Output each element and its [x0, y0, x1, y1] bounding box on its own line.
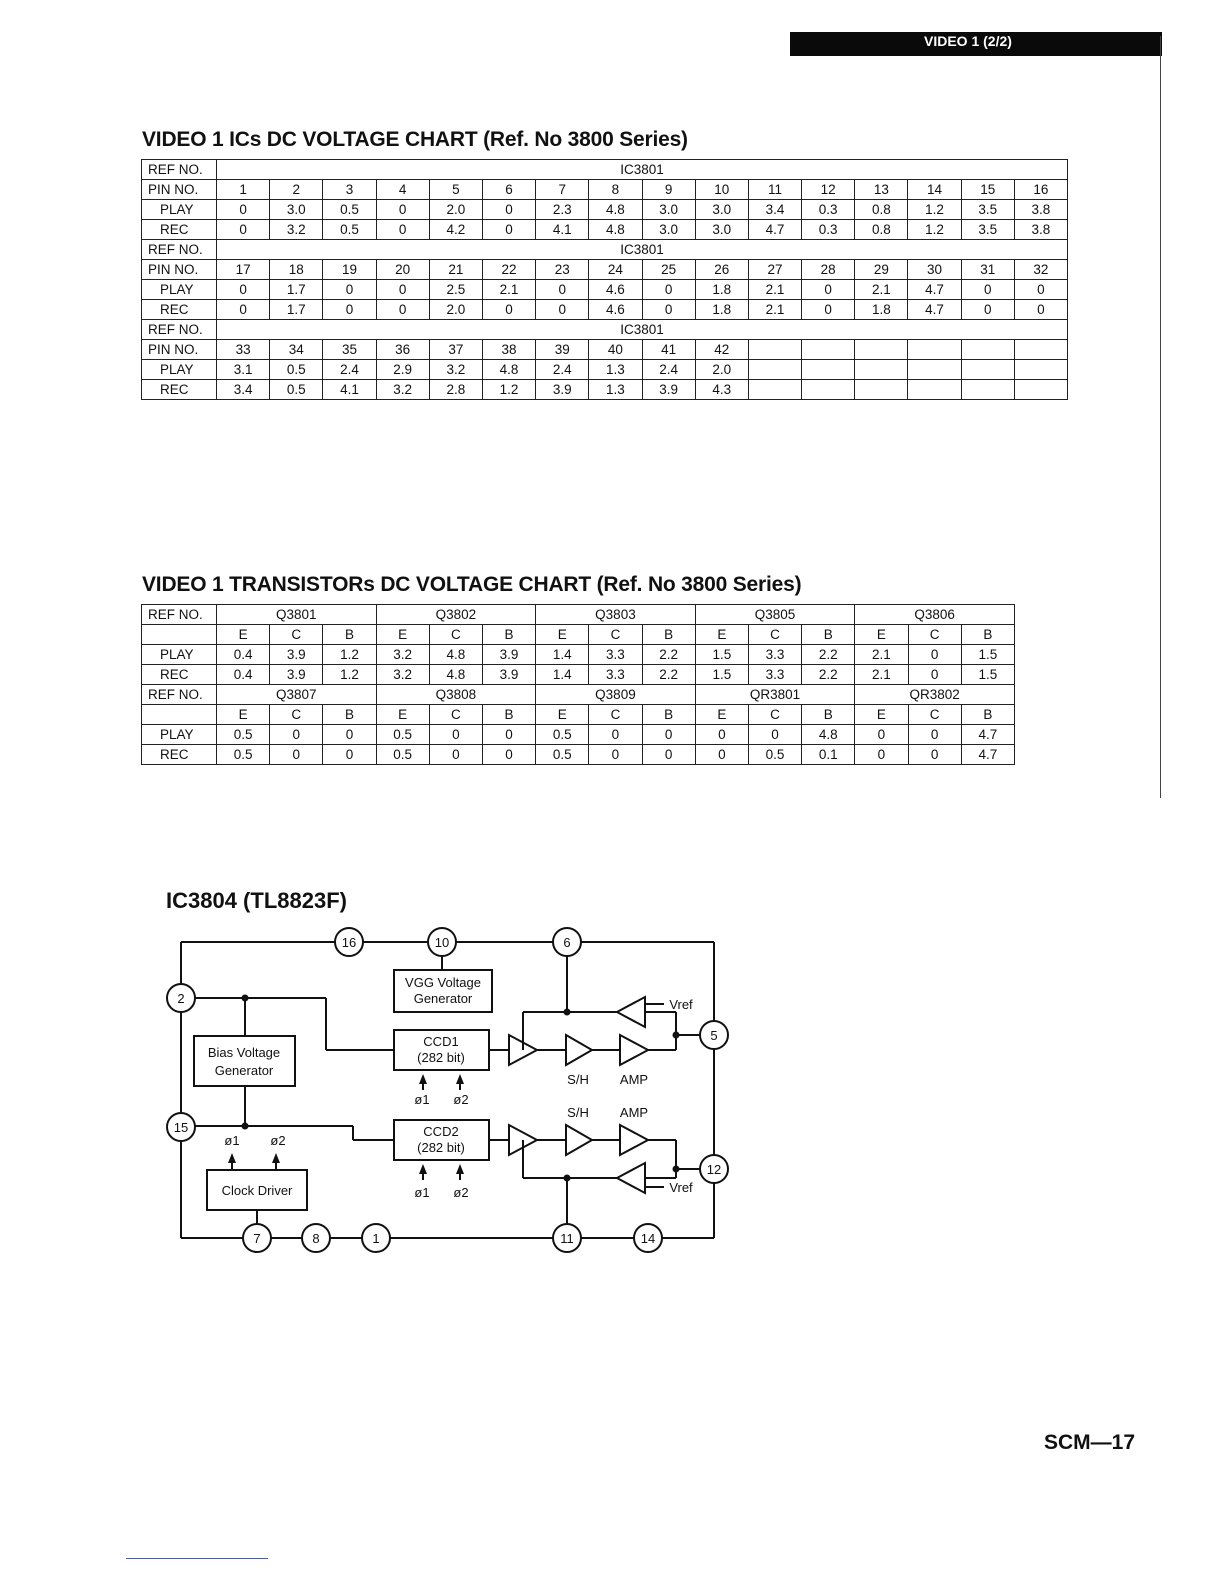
- value-cell: 5: [429, 180, 482, 200]
- row-label: PLAY: [142, 280, 217, 300]
- value-cell: 4.8: [429, 665, 482, 685]
- value-cell: 0.3: [802, 200, 855, 220]
- ecb-cell: B: [802, 705, 855, 725]
- ccd2-phi2-label: ø2: [453, 1185, 469, 1200]
- value-cell: 1.2: [323, 645, 376, 665]
- value-cell: 3.0: [695, 200, 748, 220]
- ecb-cell: C: [270, 705, 323, 725]
- value-cell: 0: [695, 745, 748, 765]
- value-cell: 1.5: [695, 665, 748, 685]
- ic-ref-cell: IC3801: [217, 240, 1068, 260]
- value-cell: 1.8: [855, 300, 908, 320]
- row-label: REC: [142, 745, 217, 765]
- clock-driver-label: Clock Driver: [221, 1183, 293, 1198]
- value-cell: 4.2: [429, 220, 482, 240]
- value-cell: 3.3: [748, 665, 801, 685]
- value-cell: 1.8: [695, 300, 748, 320]
- bottom-rule: [126, 1558, 268, 1559]
- value-cell: 1.5: [961, 665, 1014, 685]
- value-cell: 0: [961, 300, 1014, 320]
- value-cell: 2.2: [802, 645, 855, 665]
- value-cell: 13: [855, 180, 908, 200]
- value-cell: 0: [217, 280, 270, 300]
- pin-5-label: 5: [710, 1028, 718, 1043]
- value-cell: 4.1: [536, 220, 589, 240]
- row-label: REC: [142, 300, 217, 320]
- ccd1-sh-triangle: [566, 1035, 592, 1065]
- value-cell: 3.8: [1014, 220, 1067, 240]
- value-cell: 0: [642, 745, 695, 765]
- ch1-amp-label: AMP: [619, 1072, 649, 1087]
- value-cell: 3.9: [482, 645, 535, 665]
- value-cell: 3.4: [748, 200, 801, 220]
- ecb-cell: C: [589, 705, 642, 725]
- value-cell: 0: [536, 300, 589, 320]
- value-cell: 2.1: [482, 280, 535, 300]
- ref-no-label: REF NO.: [142, 685, 217, 705]
- ecb-cell: B: [323, 625, 376, 645]
- row-label: PIN NO.: [142, 260, 217, 280]
- block-diagram-title: IC3804 (TL8823F): [166, 888, 347, 913]
- value-cell: 3.2: [376, 645, 429, 665]
- value-cell: 1.2: [908, 200, 961, 220]
- value-cell: 30: [908, 260, 961, 280]
- value-cell: 26: [695, 260, 748, 280]
- value-cell: 1.5: [695, 645, 748, 665]
- value-cell: 0.5: [217, 745, 270, 765]
- value-cell: 18: [270, 260, 323, 280]
- value-cell: 3.5: [961, 200, 1014, 220]
- value-cell: 3: [323, 180, 376, 200]
- value-cell: 0: [908, 745, 961, 765]
- ic-ref-cell: IC3801: [217, 320, 1068, 340]
- transistor-ref-cell: Q3807: [217, 685, 377, 705]
- page-number: SCM—17: [1044, 1431, 1136, 1454]
- value-cell: 0.5: [270, 380, 323, 400]
- value-cell: 2.2: [642, 665, 695, 685]
- ecb-cell: C: [748, 705, 801, 725]
- value-cell: 0.4: [217, 645, 270, 665]
- value-cell: 0: [376, 200, 429, 220]
- ccd1-amp-triangle: [620, 1035, 648, 1065]
- bias-label-2: Generator: [214, 1063, 274, 1078]
- value-cell: 37: [429, 340, 482, 360]
- value-cell: 0: [589, 745, 642, 765]
- value-cell: 0: [217, 220, 270, 240]
- value-cell: 4.1: [323, 380, 376, 400]
- value-cell: 3.0: [642, 220, 695, 240]
- value-cell: 4.8: [429, 645, 482, 665]
- pin-10-label: 10: [434, 935, 450, 950]
- value-cell: 0.4: [217, 665, 270, 685]
- ch2-amp-label: AMP: [619, 1105, 649, 1120]
- row-label: PIN NO.: [142, 180, 217, 200]
- value-cell: 0: [536, 280, 589, 300]
- value-cell: 1.4: [536, 645, 589, 665]
- ecb-cell: E: [217, 705, 270, 725]
- pin-7-label: 7: [253, 1231, 261, 1246]
- value-cell: 0: [323, 745, 376, 765]
- row-label: PLAY: [142, 360, 217, 380]
- value-cell: 4.7: [748, 220, 801, 240]
- value-cell: 4.6: [589, 280, 642, 300]
- value-cell: 21: [429, 260, 482, 280]
- value-cell: 3.9: [642, 380, 695, 400]
- value-cell: 9: [642, 180, 695, 200]
- value-cell: 3.5: [961, 220, 1014, 240]
- transistor-ref-cell: Q3802: [376, 605, 536, 625]
- pin-2-label: 2: [177, 991, 185, 1006]
- vref2-triangle: [617, 1163, 645, 1193]
- value-cell: 2.1: [855, 645, 908, 665]
- ccd1-label-2: (282 bit): [417, 1050, 465, 1065]
- pin-16-label: 16: [341, 935, 357, 950]
- ch1-sh-label: S/H: [567, 1072, 589, 1087]
- value-cell: 4.6: [589, 300, 642, 320]
- value-cell: 0: [376, 300, 429, 320]
- value-cell: 0: [855, 725, 908, 745]
- row-label: PIN NO.: [142, 340, 217, 360]
- value-cell: 4.7: [908, 280, 961, 300]
- ecb-cell: B: [961, 705, 1014, 725]
- pin-15-label: 15: [173, 1120, 189, 1135]
- value-cell: 2.4: [323, 360, 376, 380]
- ref-no-label: REF NO.: [142, 605, 217, 625]
- value-cell: 0: [802, 280, 855, 300]
- pin-12-label: 12: [706, 1162, 722, 1177]
- value-cell: 3.0: [270, 200, 323, 220]
- value-cell: 11: [748, 180, 801, 200]
- value-cell: 25: [642, 260, 695, 280]
- value-cell: 3.2: [429, 360, 482, 380]
- value-cell: 7: [536, 180, 589, 200]
- value-cell: 3.2: [376, 380, 429, 400]
- value-cell: 0: [217, 200, 270, 220]
- value-cell: 0: [323, 725, 376, 745]
- value-cell: 0: [482, 725, 535, 745]
- value-cell: 0.5: [217, 725, 270, 745]
- transistor-ref-cell: Q3801: [217, 605, 377, 625]
- value-cell: 3.3: [589, 665, 642, 685]
- ecb-cell: B: [482, 625, 535, 645]
- value-cell: 39: [536, 340, 589, 360]
- ccd1-phi1-label: ø1: [414, 1092, 430, 1107]
- value-cell: 36: [376, 340, 429, 360]
- transistor-ref-cell: Q3809: [536, 685, 696, 705]
- value-cell: 3.9: [270, 645, 323, 665]
- ecb-cell: C: [429, 625, 482, 645]
- value-cell: 2.2: [802, 665, 855, 685]
- ecb-cell: E: [536, 625, 589, 645]
- ch2-sh-label: S/H: [567, 1105, 589, 1120]
- value-cell: 1.2: [908, 220, 961, 240]
- ccd1-phi2-label: ø2: [453, 1092, 469, 1107]
- ecb-cell: B: [802, 625, 855, 645]
- value-cell: 1.4: [536, 665, 589, 685]
- ref-no-label: REF NO.: [142, 240, 217, 260]
- value-cell: 0.5: [270, 360, 323, 380]
- ecb-cell: E: [855, 625, 908, 645]
- value-cell: 0: [376, 280, 429, 300]
- value-cell: 0: [695, 725, 748, 745]
- value-cell: 4.8: [589, 220, 642, 240]
- value-cell: 14: [908, 180, 961, 200]
- transistor-ref-cell: Q3805: [695, 605, 855, 625]
- value-cell: 0: [642, 300, 695, 320]
- clock-phi2-label: ø2: [270, 1133, 286, 1148]
- value-cell: 35: [323, 340, 376, 360]
- value-cell: 17: [217, 260, 270, 280]
- value-cell: 4.7: [961, 745, 1014, 765]
- value-cell: 2.0: [695, 360, 748, 380]
- value-cell: 2.0: [429, 300, 482, 320]
- bias-generator-block: [194, 1036, 295, 1086]
- vgg-label-1: VGG Voltage: [405, 975, 481, 990]
- row-label: PLAY: [142, 200, 217, 220]
- ccd2-label-1: CCD2: [423, 1124, 459, 1139]
- ecb-cell: B: [323, 705, 376, 725]
- row-label: REC: [142, 380, 217, 400]
- value-cell: 0: [855, 745, 908, 765]
- value-cell: 0: [429, 725, 482, 745]
- value-cell: 2.4: [536, 360, 589, 380]
- ccd1-label-1: CCD1: [423, 1034, 459, 1049]
- value-cell: 2.0: [429, 200, 482, 220]
- value-cell: 2.1: [855, 665, 908, 685]
- value-cell: 15: [961, 180, 1014, 200]
- value-cell: 0.8: [855, 220, 908, 240]
- value-cell: 20: [376, 260, 429, 280]
- value-cell: 0: [908, 665, 961, 685]
- pin-1-label: 1: [372, 1231, 380, 1246]
- value-cell: 4.7: [908, 300, 961, 320]
- value-cell: 4.7: [961, 725, 1014, 745]
- value-cell: 22: [482, 260, 535, 280]
- transistor-ref-cell: QR3801: [695, 685, 855, 705]
- value-cell: 0: [1014, 300, 1067, 320]
- value-cell: 3.2: [376, 665, 429, 685]
- transistor-ref-cell: Q3808: [376, 685, 536, 705]
- value-cell: 4.3: [695, 380, 748, 400]
- value-cell: 0: [482, 220, 535, 240]
- value-cell: 3.3: [748, 645, 801, 665]
- ecb-cell: C: [748, 625, 801, 645]
- bias-label-1: Bias Voltage: [207, 1045, 281, 1060]
- row-label: PLAY: [142, 725, 217, 745]
- value-cell: 19: [323, 260, 376, 280]
- value-cell: 0: [482, 200, 535, 220]
- value-cell: 12: [802, 180, 855, 200]
- pin-6-label: 6: [563, 935, 571, 950]
- value-cell: 3.3: [589, 645, 642, 665]
- ccd2-phi1-label: ø1: [414, 1185, 430, 1200]
- value-cell: 2: [270, 180, 323, 200]
- ecb-cell: E: [695, 625, 748, 645]
- value-cell: 29: [855, 260, 908, 280]
- value-cell: 0: [376, 220, 429, 240]
- value-cell: 3.4: [217, 380, 270, 400]
- value-cell: 2.9: [376, 360, 429, 380]
- value-cell: 4.8: [589, 200, 642, 220]
- value-cell: 0: [323, 280, 376, 300]
- value-cell: 1.2: [323, 665, 376, 685]
- ecb-cell: C: [908, 705, 961, 725]
- value-cell: 1.3: [589, 360, 642, 380]
- value-cell: 0.1: [802, 745, 855, 765]
- row-label: REC: [142, 220, 217, 240]
- value-cell: 1.3: [589, 380, 642, 400]
- value-cell: 28: [802, 260, 855, 280]
- value-cell: 24: [589, 260, 642, 280]
- value-cell: 38: [482, 340, 535, 360]
- value-cell: 0: [429, 745, 482, 765]
- value-cell: 10: [695, 180, 748, 200]
- value-cell: 0: [482, 300, 535, 320]
- ecb-cell: B: [642, 625, 695, 645]
- value-cell: 0: [802, 300, 855, 320]
- value-cell: 2.1: [748, 300, 801, 320]
- value-cell: 0.8: [855, 200, 908, 220]
- value-cell: 0: [908, 645, 961, 665]
- value-cell: 4: [376, 180, 429, 200]
- value-cell: 1.7: [270, 300, 323, 320]
- value-cell: 2.3: [536, 200, 589, 220]
- ecb-cell: C: [429, 705, 482, 725]
- value-cell: 0: [482, 745, 535, 765]
- ecb-cell: E: [376, 625, 429, 645]
- value-cell: 3.0: [642, 200, 695, 220]
- value-cell: 0: [323, 300, 376, 320]
- ecb-cell: E: [536, 705, 589, 725]
- value-cell: 3.1: [217, 360, 270, 380]
- value-cell: 1.5: [961, 645, 1014, 665]
- ecb-cell: C: [908, 625, 961, 645]
- value-cell: 2.2: [642, 645, 695, 665]
- value-cell: 0: [642, 725, 695, 745]
- ecb-cell: E: [376, 705, 429, 725]
- vref2-label: Vref: [669, 1180, 693, 1195]
- section-header-text: VIDEO 1 (2/2): [924, 33, 1012, 49]
- value-cell: 0: [642, 280, 695, 300]
- value-cell: 42: [695, 340, 748, 360]
- value-cell: 1: [217, 180, 270, 200]
- vref1-label: Vref: [669, 997, 693, 1012]
- value-cell: 31: [961, 260, 1014, 280]
- value-cell: 0.3: [802, 220, 855, 240]
- ecb-cell: B: [482, 705, 535, 725]
- ecb-cell: B: [642, 705, 695, 725]
- value-cell: 0.5: [376, 745, 429, 765]
- value-cell: 2.5: [429, 280, 482, 300]
- value-cell: 3.8: [1014, 200, 1067, 220]
- value-cell: 6: [482, 180, 535, 200]
- value-cell: 34: [270, 340, 323, 360]
- value-cell: 3.9: [536, 380, 589, 400]
- value-cell: 0: [748, 725, 801, 745]
- value-cell: 0: [270, 745, 323, 765]
- pin-14-label: 14: [640, 1231, 656, 1246]
- clock-phi1-label: ø1: [224, 1133, 240, 1148]
- value-cell: 1.7: [270, 280, 323, 300]
- value-cell: 2.8: [429, 380, 482, 400]
- ecb-cell: E: [217, 625, 270, 645]
- vgg-label-2: Generator: [413, 991, 473, 1006]
- value-cell: 33: [217, 340, 270, 360]
- transistor-ref-cell: Q3806: [855, 605, 1015, 625]
- value-cell: 2.1: [855, 280, 908, 300]
- transistor-ref-cell: Q3803: [536, 605, 696, 625]
- value-cell: 16: [1014, 180, 1067, 200]
- value-cell: 4.8: [482, 360, 535, 380]
- value-cell: 41: [642, 340, 695, 360]
- ecb-cell: C: [270, 625, 323, 645]
- value-cell: 27: [748, 260, 801, 280]
- value-cell: 4.8: [802, 725, 855, 745]
- value-cell: 0.5: [536, 745, 589, 765]
- value-cell: 0: [217, 300, 270, 320]
- transistor-chart-title: VIDEO 1 TRANSISTORs DC VOLTAGE CHART (Ref. No 3800 Series): [142, 573, 802, 596]
- value-cell: 0: [270, 725, 323, 745]
- row-label: REC: [142, 665, 217, 685]
- value-cell: 3.2: [270, 220, 323, 240]
- ccd2-sh-triangle: [566, 1125, 592, 1155]
- ecb-cell: E: [855, 705, 908, 725]
- value-cell: 0.5: [748, 745, 801, 765]
- value-cell: 40: [589, 340, 642, 360]
- value-cell: 32: [1014, 260, 1067, 280]
- ref-no-label: REF NO.: [142, 320, 217, 340]
- value-cell: 1.8: [695, 280, 748, 300]
- ecb-cell: C: [589, 625, 642, 645]
- vref1-triangle: [617, 997, 645, 1027]
- value-cell: 2.1: [748, 280, 801, 300]
- value-cell: 0: [1014, 280, 1067, 300]
- transistor-ref-cell: QR3802: [855, 685, 1015, 705]
- value-cell: 23: [536, 260, 589, 280]
- value-cell: 0: [589, 725, 642, 745]
- ref-no-label: REF NO.: [142, 160, 217, 180]
- value-cell: 0: [961, 280, 1014, 300]
- pin-8-label: 8: [312, 1231, 320, 1246]
- ccd2-amp-triangle: [620, 1125, 648, 1155]
- ccd2-label-2: (282 bit): [417, 1140, 465, 1155]
- value-cell: 0.5: [323, 220, 376, 240]
- value-cell: 0.5: [376, 725, 429, 745]
- value-cell: 8: [589, 180, 642, 200]
- value-cell: 3.0: [695, 220, 748, 240]
- row-label: PLAY: [142, 645, 217, 665]
- pin-11-label: 11: [560, 1231, 574, 1246]
- value-cell: 0.5: [323, 200, 376, 220]
- value-cell: 3.9: [270, 665, 323, 685]
- value-cell: 1.2: [482, 380, 535, 400]
- ic-ref-cell: IC3801: [217, 160, 1068, 180]
- ecb-cell: E: [695, 705, 748, 725]
- value-cell: 3.9: [482, 665, 535, 685]
- ecb-cell: B: [961, 625, 1014, 645]
- value-cell: 0.5: [536, 725, 589, 745]
- value-cell: 0: [908, 725, 961, 745]
- ic-chart-title: VIDEO 1 ICs DC VOLTAGE CHART (Ref. No 3800 Series): [142, 128, 688, 151]
- value-cell: 2.4: [642, 360, 695, 380]
